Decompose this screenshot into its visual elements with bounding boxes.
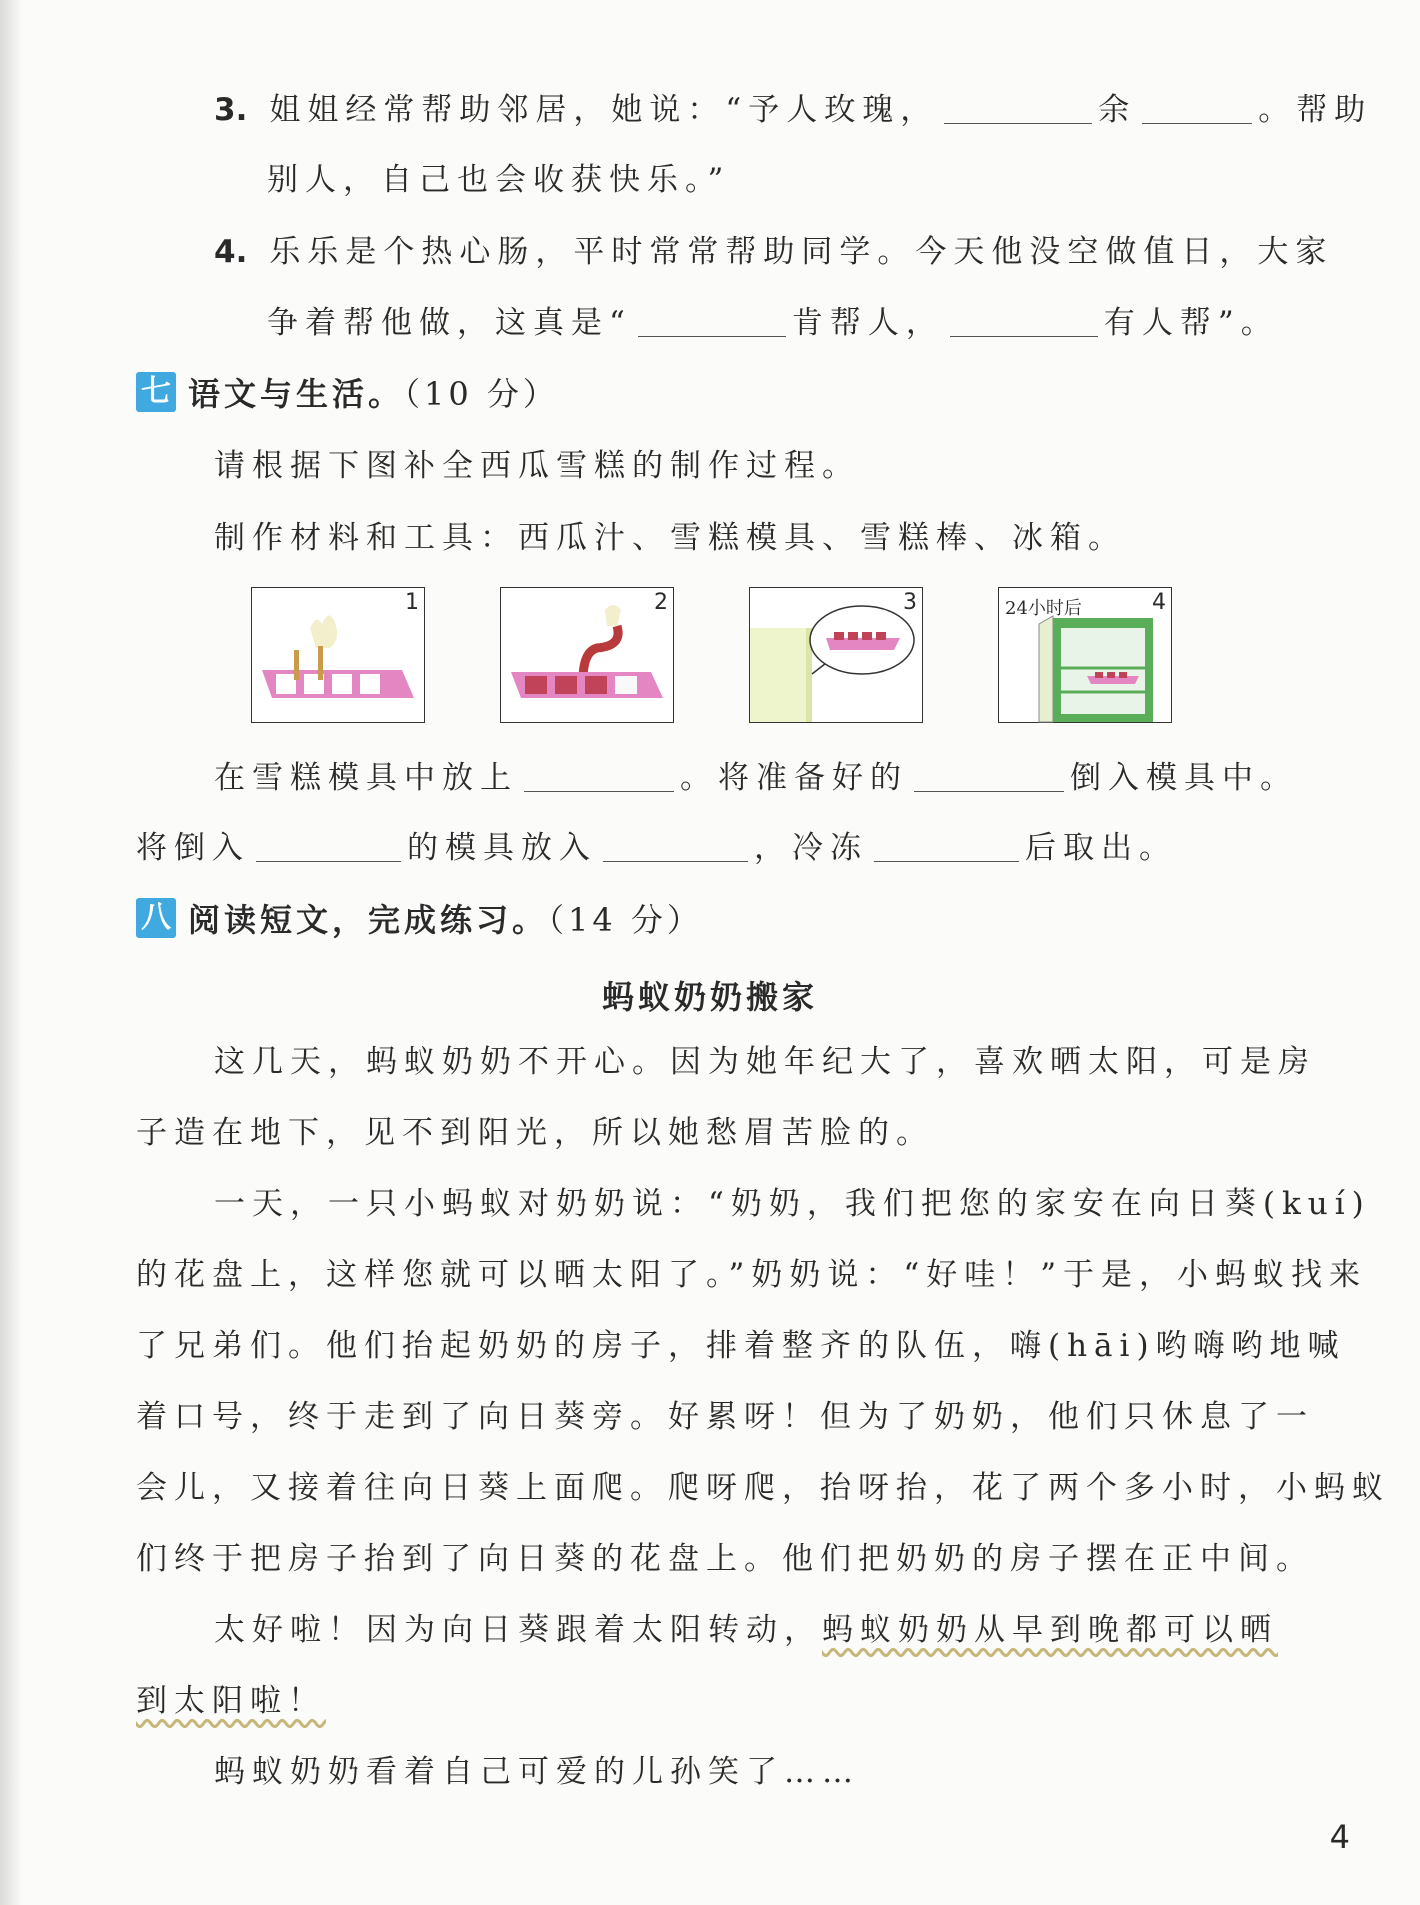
page-shadow xyxy=(0,0,22,1905)
section-7-materials: 制作材料和工具：西瓜汁、雪糕模具、雪糕棒、冰箱。 xyxy=(214,520,1126,556)
story-title: 蚂蚁奶奶搬家 xyxy=(601,978,818,1016)
story-line-8: 们终于把房子抬到了向日葵的花盘上。他们把奶奶的房子摆在正中间。 xyxy=(136,1541,1314,1577)
story-line-3: 一天，一只小蚂蚁对奶奶说：“奶奶，我们把您的家安在向日葵(kuí) xyxy=(214,1186,1371,1222)
q4-line2: 争着帮他做，这真是“ 肯帮人， 有人帮”。 xyxy=(267,305,1279,341)
fridge-illustration xyxy=(750,588,922,722)
mold-sticks-illustration xyxy=(252,588,424,722)
section-8-heading: 八 阅读短文，完成练习。（14 分） xyxy=(136,898,703,942)
story-line-1: 这几天，蚂蚁奶奶不开心。因为她年纪大了，喜欢晒太阳，可是房 xyxy=(214,1044,1316,1080)
fill-blank-2[interactable] xyxy=(914,763,1064,792)
q4-line1: 4. 乐乐是个热心肠，平时常常帮助同学。今天他没空做值日，大家 xyxy=(214,234,1334,270)
story-line-5: 了兄弟们。他们抬起奶奶的房子，排着整齐的队伍，嗨(hāi)哟嗨哟地喊 xyxy=(136,1328,1346,1364)
section-7-badge: 七 xyxy=(136,372,176,412)
fill-blank-4[interactable] xyxy=(603,833,748,862)
q3-blank-2[interactable] xyxy=(1142,95,1252,124)
step-image-3: 3 xyxy=(749,587,923,723)
section-7-fill-line2: 将倒入 的模具放入 ，冷冻 后取出。 xyxy=(136,830,1177,866)
story-line-10 xyxy=(136,1681,326,1721)
q4-blank-2[interactable] xyxy=(950,308,1098,337)
fill-blank-5[interactable] xyxy=(874,833,1019,862)
section-7-instruction: 请根据下图补全西瓜雪糕的制作过程。 xyxy=(214,448,860,484)
step-image-1: 1 xyxy=(251,587,425,723)
fill-blank-3[interactable] xyxy=(256,833,401,862)
story-line-4: 的花盘上，这样您就可以晒太阳了。”奶奶说：“好哇！”于是，小蚂蚁找来 xyxy=(136,1257,1368,1293)
story-line-11: 蚂蚁奶奶看着自己可爱的儿孙笑了…… xyxy=(214,1754,860,1790)
step-image-4: 24小时后 4 xyxy=(998,587,1172,723)
wavy-underlined-sentence: 蚂蚁奶奶从早到晚都可以晒 xyxy=(822,1612,1278,1648)
pour-juice-illustration xyxy=(501,588,673,722)
q3-blank-1[interactable] xyxy=(944,95,1092,124)
step-4-caption: 24小时后 xyxy=(1005,598,1082,619)
section-7-fill-line1: 在雪糕模具中放上 。将准备好的 倒入模具中。 xyxy=(214,760,1298,796)
q4-blank-1[interactable] xyxy=(638,308,786,337)
story-line-2: 子造在地下，见不到阳光，所以她愁眉苦脸的。 xyxy=(136,1115,934,1151)
story-line-6: 着口号，终于走到了向日葵旁。好累呀！但为了奶奶，他们只休息了一 xyxy=(136,1399,1314,1435)
section-7-heading: 七 语文与生活。（10 分） xyxy=(136,372,559,416)
section-8-badge: 八 xyxy=(136,898,176,938)
story-line-9: 太好啦！因为向日葵跟着太阳转动，蚂蚁奶奶从早到晚都可以晒 xyxy=(214,1612,1278,1648)
q3-number: 3. xyxy=(214,92,248,128)
wavy-underlined-sentence-end: 到太阳啦！ xyxy=(136,1683,326,1719)
q4-number: 4. xyxy=(214,234,248,270)
q3-line1: 3. 姐姐经常帮助邻居，她说：“予人玫瑰， 余 。帮助 xyxy=(214,92,1373,128)
q3-line2: 别人，自己也会收获快乐。” xyxy=(267,162,731,198)
fill-blank-1[interactable] xyxy=(524,763,674,792)
story-line-7: 会儿，又接着往向日葵上面爬。爬呀爬，抬呀抬，花了两个多小时，小蚂蚁 xyxy=(136,1470,1390,1506)
step-image-2: 2 xyxy=(500,587,674,723)
page-number: 4 xyxy=(1329,1818,1350,1856)
